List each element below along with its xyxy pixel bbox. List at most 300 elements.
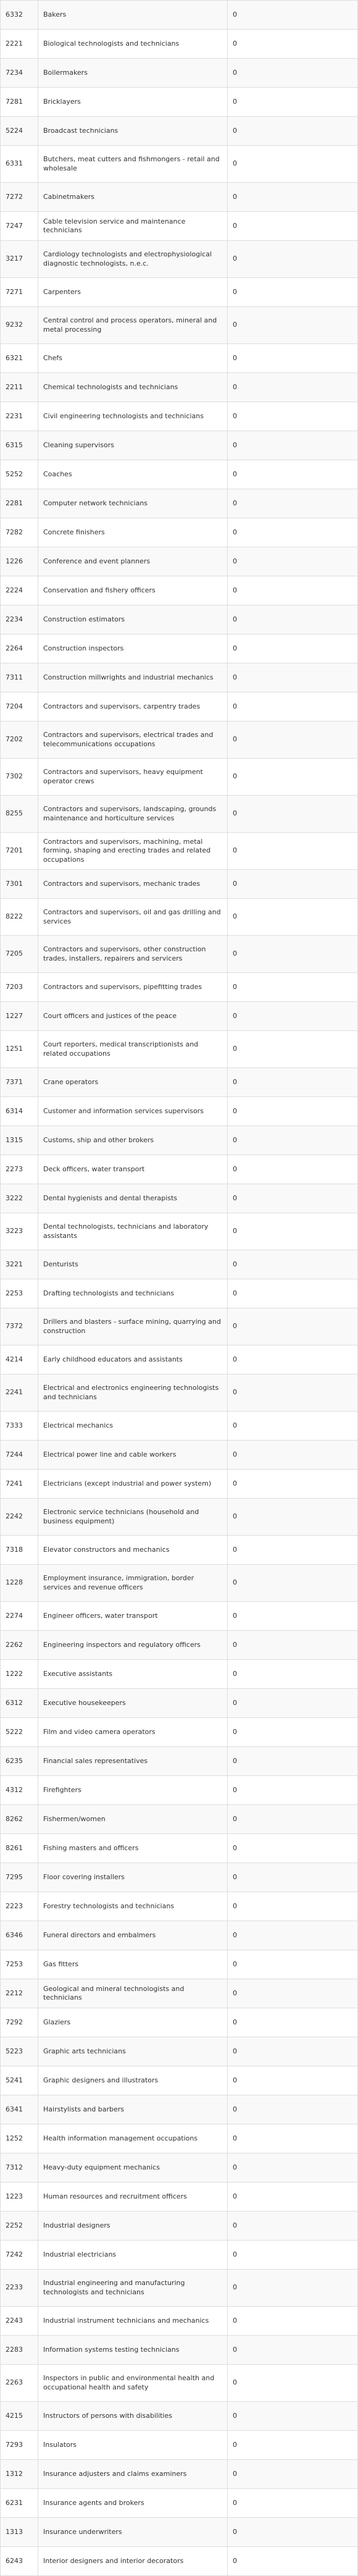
- value-cell: 0: [228, 1155, 358, 1184]
- value-cell: 0: [228, 146, 358, 183]
- table-row: [1, 2212, 358, 2241]
- noc-code-cell: 2274: [1, 1602, 38, 1631]
- table-row: [1, 1155, 358, 1184]
- table-row: [1, 2270, 358, 2307]
- value-cell: 0: [228, 1834, 358, 1863]
- table-row: [1, 1950, 358, 1979]
- occupation-title-cell: Customer and information services supervisors: [38, 1097, 228, 1126]
- value-cell: 0: [228, 1921, 358, 1950]
- value-cell: 0: [228, 183, 358, 212]
- occupation-title-cell: Cabinetmakers: [38, 183, 228, 212]
- noc-code-cell: 2242: [1, 1499, 38, 1536]
- noc-code-cell: 7253: [1, 1950, 38, 1979]
- table-row: [1, 1979, 358, 2008]
- value-cell: 0: [228, 2182, 358, 2212]
- value-cell: 0: [228, 1689, 358, 1718]
- value-cell: 0: [228, 402, 358, 431]
- occupation-title-cell: Biological technologists and technicians: [38, 30, 228, 59]
- table-row: [1, 146, 358, 183]
- occupation-title-cell: Geological and mineral technologists and technicians: [38, 1979, 228, 2008]
- occupation-title-cell: Engineer officers, water transport: [38, 1602, 228, 1631]
- value-cell: 0: [228, 1776, 358, 1805]
- noc-code-cell: 7234: [1, 59, 38, 88]
- noc-code-cell: 7301: [1, 870, 38, 899]
- noc-code-cell: 7281: [1, 88, 38, 117]
- noc-code-cell: 6231: [1, 2489, 38, 2518]
- occupation-title-cell: Film and video camera operators: [38, 1718, 228, 1747]
- value-cell: 0: [228, 759, 358, 796]
- occupation-title-cell: Electrical and electronics engineering technologists and technicians: [38, 1374, 228, 1412]
- table-row: [1, 59, 358, 88]
- noc-code-cell: 2281: [1, 489, 38, 518]
- noc-code-cell: 2273: [1, 1155, 38, 1184]
- value-cell: 0: [228, 1863, 358, 1892]
- value-cell: 0: [228, 1660, 358, 1689]
- table-row: [1, 2066, 358, 2095]
- table-row: [1, 1921, 358, 1950]
- occupation-title-cell: Electrical power line and cable workers: [38, 1441, 228, 1470]
- table-row: [1, 692, 358, 722]
- table-row: [1, 1374, 358, 1412]
- noc-code-cell: 7282: [1, 518, 38, 547]
- occupation-title-cell: Conference and event planners: [38, 547, 228, 576]
- occupation-title-cell: Contractors and supervisors, electrical trades and telecommunications occupations: [38, 722, 228, 759]
- table-row: [1, 1747, 358, 1776]
- table-row: [1, 1097, 358, 1126]
- value-cell: 0: [228, 344, 358, 373]
- value-cell: 0: [228, 1250, 358, 1279]
- table-row: [1, 899, 358, 936]
- value-cell: 0: [228, 278, 358, 307]
- occupation-title-cell: Broadcast technicians: [38, 117, 228, 146]
- value-cell: 0: [228, 1602, 358, 1631]
- noc-code-cell: 2221: [1, 30, 38, 59]
- occupation-title-cell: Contractors and supervisors, carpentry trades: [38, 692, 228, 722]
- noc-code-cell: 6321: [1, 344, 38, 373]
- table-row: [1, 1470, 358, 1499]
- table-row: [1, 2431, 358, 2460]
- occupation-title-cell: Human resources and recruitment officers: [38, 2182, 228, 2212]
- table-row: [1, 1602, 358, 1631]
- noc-code-cell: 2212: [1, 1979, 38, 2008]
- noc-code-cell: 1222: [1, 1660, 38, 1689]
- occupation-title-cell: Early childhood educators and assistants: [38, 1345, 228, 1374]
- occupation-title-cell: Bricklayers: [38, 88, 228, 117]
- table-row: [1, 759, 358, 796]
- occupation-title-cell: Contractors and supervisors, machining, metal forming, shaping and erecting trades and related occupations: [38, 833, 228, 870]
- value-cell: 0: [228, 1, 358, 30]
- occupation-title-cell: Construction millwrights and industrial mechanics: [38, 663, 228, 692]
- table-row: [1, 663, 358, 692]
- noc-code-cell: 3221: [1, 1250, 38, 1279]
- value-cell: 0: [228, 2037, 358, 2066]
- table-row: [1, 547, 358, 576]
- occupation-title-cell: Central control and process operators, mineral and metal processing: [38, 307, 228, 344]
- noc-code-cell: 5223: [1, 2037, 38, 2066]
- table-row: [1, 936, 358, 973]
- value-cell: 0: [228, 2460, 358, 2489]
- value-cell: 0: [228, 1308, 358, 1345]
- noc-code-cell: 7241: [1, 1470, 38, 1499]
- value-cell: 0: [228, 2489, 358, 2518]
- occupation-title-cell: Insurance agents and brokers: [38, 2489, 228, 2518]
- table-row: [1, 2241, 358, 2270]
- table-row: [1, 30, 358, 59]
- value-cell: 0: [228, 1536, 358, 1565]
- occupation-title-cell: Electrical mechanics: [38, 1412, 228, 1441]
- occupation-title-cell: Construction estimators: [38, 605, 228, 634]
- table-row: [1, 373, 358, 402]
- value-cell: 0: [228, 2336, 358, 2365]
- noc-code-cell: 7205: [1, 936, 38, 973]
- value-cell: 0: [228, 2008, 358, 2037]
- value-cell: 0: [228, 2270, 358, 2307]
- value-cell: 0: [228, 692, 358, 722]
- value-cell: 0: [228, 2095, 358, 2124]
- table-row: [1, 1184, 358, 1213]
- value-cell: 0: [228, 870, 358, 899]
- occupation-title-cell: Gas fitters: [38, 1950, 228, 1979]
- table-row: [1, 2307, 358, 2336]
- occupation-title-cell: Industrial designers: [38, 2212, 228, 2241]
- value-cell: 0: [228, 1499, 358, 1536]
- value-cell: 0: [228, 307, 358, 344]
- value-cell: 0: [228, 1068, 358, 1097]
- occupation-title-cell: Fishermen/women: [38, 1805, 228, 1834]
- table-row: [1, 212, 358, 241]
- occupation-title-cell: Bakers: [38, 1, 228, 30]
- value-cell: 0: [228, 2307, 358, 2336]
- value-cell: 0: [228, 2066, 358, 2095]
- value-cell: 0: [228, 576, 358, 605]
- value-cell: 0: [228, 88, 358, 117]
- value-cell: 0: [228, 547, 358, 576]
- noc-code-cell: 2262: [1, 1631, 38, 1660]
- occupation-title-cell: Glaziers: [38, 2008, 228, 2037]
- table-row: [1, 1412, 358, 1441]
- noc-code-cell: 7203: [1, 973, 38, 1002]
- value-cell: 0: [228, 2124, 358, 2153]
- value-cell: 0: [228, 431, 358, 460]
- occupation-title-cell: Electronic service technicians (household and business equipment): [38, 1499, 228, 1536]
- occupation-title-cell: Elevator constructors and mechanics: [38, 1536, 228, 1565]
- value-cell: 0: [228, 1213, 358, 1250]
- value-cell: 0: [228, 1950, 358, 1979]
- noc-code-cell: 7244: [1, 1441, 38, 1470]
- value-cell: 0: [228, 489, 358, 518]
- occupation-title-cell: Crane operators: [38, 1068, 228, 1097]
- table-row: [1, 576, 358, 605]
- value-cell: 0: [228, 1979, 358, 2008]
- value-cell: 0: [228, 241, 358, 278]
- table-row: [1, 605, 358, 634]
- noc-code-cell: 1223: [1, 2182, 38, 2212]
- occupation-title-cell: Court officers and justices of the peace: [38, 1002, 228, 1031]
- occupation-title-cell: Concrete finishers: [38, 518, 228, 547]
- value-cell: 0: [228, 2518, 358, 2547]
- table-row: [1, 1863, 358, 1892]
- table-row: [1, 1631, 358, 1660]
- value-cell: 0: [228, 2365, 358, 2402]
- occupation-title-cell: Engineering inspectors and regulatory officers: [38, 1631, 228, 1660]
- table-row: [1, 1031, 358, 1068]
- noc-code-cell: 7292: [1, 2008, 38, 2037]
- occupation-title-cell: Information systems testing technicians: [38, 2336, 228, 2365]
- occupation-title-cell: Chefs: [38, 344, 228, 373]
- value-cell: 0: [228, 1279, 358, 1308]
- value-cell: 0: [228, 460, 358, 489]
- occupation-title-cell: Contractors and supervisors, mechanic trades: [38, 870, 228, 899]
- occupation-title-cell: Graphic designers and illustrators: [38, 2066, 228, 2095]
- value-cell: 0: [228, 1718, 358, 1747]
- noc-code-cell: 8222: [1, 899, 38, 936]
- noc-code-cell: 5241: [1, 2066, 38, 2095]
- occupation-title-cell: Insulators: [38, 2431, 228, 2460]
- value-cell: 0: [228, 1097, 358, 1126]
- value-cell: 0: [228, 634, 358, 663]
- noc-code-cell: 2243: [1, 2307, 38, 2336]
- table-row: [1, 2402, 358, 2431]
- occupation-title-cell: Executive assistants: [38, 1660, 228, 1689]
- occupation-title-cell: Electricians (except industrial and power system): [38, 1470, 228, 1499]
- noc-code-cell: 6315: [1, 431, 38, 460]
- value-cell: 0: [228, 1892, 358, 1921]
- noc-code-cell: 2223: [1, 1892, 38, 1921]
- noc-code-cell: 7202: [1, 722, 38, 759]
- noc-code-cell: 4312: [1, 1776, 38, 1805]
- occupation-title-cell: Carpenters: [38, 278, 228, 307]
- occupation-title-cell: Fishing masters and officers: [38, 1834, 228, 1863]
- value-cell: 0: [228, 2547, 358, 2576]
- noc-code-cell: 3223: [1, 1213, 38, 1250]
- occupation-title-cell: Hairstylists and barbers: [38, 2095, 228, 2124]
- occupation-title-cell: Industrial engineering and manufacturing technologists and technicians: [38, 2270, 228, 2307]
- noc-code-cell: 8255: [1, 796, 38, 833]
- table-row: [1, 1536, 358, 1565]
- value-cell: 0: [228, 1031, 358, 1068]
- table-row: [1, 431, 358, 460]
- occupation-title-cell: Drillers and blasters - surface mining, quarrying and construction: [38, 1308, 228, 1345]
- table-row: [1, 460, 358, 489]
- noc-code-cell: 7293: [1, 2431, 38, 2460]
- occupation-title-cell: Contractors and supervisors, other construction trades, installers, repairers and servicers: [38, 936, 228, 973]
- occupation-title-cell: Health information management occupations: [38, 2124, 228, 2153]
- value-cell: 0: [228, 212, 358, 241]
- noc-code-cell: 6332: [1, 1, 38, 30]
- noc-code-cell: 6312: [1, 1689, 38, 1718]
- value-cell: 0: [228, 1441, 358, 1470]
- value-cell: 0: [228, 1470, 358, 1499]
- value-cell: 0: [228, 899, 358, 936]
- value-cell: 0: [228, 30, 358, 59]
- table-row: [1, 2124, 358, 2153]
- noc-code-cell: 7302: [1, 759, 38, 796]
- value-cell: 0: [228, 936, 358, 973]
- occupation-title-cell: Dental technologists, technicians and laboratory assistants: [38, 1213, 228, 1250]
- occupation-title-cell: Firefighters: [38, 1776, 228, 1805]
- noc-code-cell: 1313: [1, 2518, 38, 2547]
- table-row: [1, 1660, 358, 1689]
- occupation-title-cell: Chemical technologists and technicians: [38, 373, 228, 402]
- table-row: [1, 1892, 358, 1921]
- table-row: [1, 2365, 358, 2402]
- noc-code-cell: 7318: [1, 1536, 38, 1565]
- noc-code-cell: 7242: [1, 2241, 38, 2270]
- table-row: [1, 1308, 358, 1345]
- table-row: [1, 1213, 358, 1250]
- table-row: [1, 1, 358, 30]
- table-row: [1, 1345, 358, 1374]
- value-cell: 0: [228, 663, 358, 692]
- value-cell: 0: [228, 1805, 358, 1834]
- occupation-title-cell: Cardiology technologists and electrophysiological diagnostic technologists, n.e.c.: [38, 241, 228, 278]
- occupation-title-cell: Industrial electricians: [38, 2241, 228, 2270]
- value-cell: 0: [228, 973, 358, 1002]
- occupation-title-cell: Contractors and supervisors, heavy equipment operator crews: [38, 759, 228, 796]
- table-row: [1, 973, 358, 1002]
- occupation-title-cell: Heavy-duty equipment mechanics: [38, 2153, 228, 2182]
- table-row: [1, 870, 358, 899]
- noc-code-cell: 1227: [1, 1002, 38, 1031]
- noc-code-cell: 7371: [1, 1068, 38, 1097]
- occupation-title-cell: Boilermakers: [38, 59, 228, 88]
- value-cell: 0: [228, 1184, 358, 1213]
- occupation-title-cell: Inspectors in public and environmental health and occupational health and safety: [38, 2365, 228, 2402]
- noc-code-cell: 5224: [1, 117, 38, 146]
- noc-code-cell: 7204: [1, 692, 38, 722]
- occupation-title-cell: Contractors and supervisors, pipefitting trades: [38, 973, 228, 1002]
- table-row: [1, 2336, 358, 2365]
- noc-code-cell: 2224: [1, 576, 38, 605]
- table-row: [1, 88, 358, 117]
- value-cell: 0: [228, 1631, 358, 1660]
- noc-code-cell: 5222: [1, 1718, 38, 1747]
- occupation-title-cell: Interior designers and interior decorators: [38, 2547, 228, 2576]
- noc-code-cell: 4215: [1, 2402, 38, 2431]
- value-cell: 0: [228, 1565, 358, 1602]
- noc-code-cell: 2234: [1, 605, 38, 634]
- value-cell: 0: [228, 1002, 358, 1031]
- noc-code-cell: 7312: [1, 2153, 38, 2182]
- value-cell: 0: [228, 722, 358, 759]
- occupation-title-cell: Industrial instrument technicians and mechanics: [38, 2307, 228, 2336]
- occupation-title-cell: Dental hygienists and dental therapists: [38, 1184, 228, 1213]
- occupation-title-cell: Conservation and fishery officers: [38, 576, 228, 605]
- table-row: [1, 183, 358, 212]
- occupation-title-cell: Instructors of persons with disabilities: [38, 2402, 228, 2431]
- value-cell: 0: [228, 1412, 358, 1441]
- table-row: [1, 1250, 358, 1279]
- occupation-title-cell: Floor covering installers: [38, 1863, 228, 1892]
- noc-code-cell: 7271: [1, 278, 38, 307]
- value-cell: 0: [228, 605, 358, 634]
- table-row: [1, 1499, 358, 1536]
- table-row: [1, 2008, 358, 2037]
- noc-code-cell: 2231: [1, 402, 38, 431]
- occupation-title-cell: Forestry technologists and technicians: [38, 1892, 228, 1921]
- noc-code-cell: 1226: [1, 547, 38, 576]
- occupation-title-cell: Butchers, meat cutters and fishmongers - retail and wholesale: [38, 146, 228, 183]
- table-row: [1, 518, 358, 547]
- value-cell: 0: [228, 1374, 358, 1412]
- table-row: [1, 1068, 358, 1097]
- occupation-title-cell: Graphic arts technicians: [38, 2037, 228, 2066]
- noc-code-cell: 8261: [1, 1834, 38, 1863]
- table-row: [1, 2489, 358, 2518]
- value-cell: 0: [228, 1126, 358, 1155]
- value-cell: 0: [228, 2241, 358, 2270]
- noc-code-cell: 1251: [1, 1031, 38, 1068]
- table-row: [1, 2460, 358, 2489]
- table-row: [1, 1565, 358, 1602]
- noc-code-cell: 2253: [1, 1279, 38, 1308]
- table-row: [1, 2153, 358, 2182]
- table-row: [1, 1805, 358, 1834]
- table-row: [1, 402, 358, 431]
- occupation-title-cell: Cleaning supervisors: [38, 431, 228, 460]
- noc-code-cell: 2264: [1, 634, 38, 663]
- value-cell: 0: [228, 2431, 358, 2460]
- table-row: [1, 722, 358, 759]
- table-row: [1, 2182, 358, 2212]
- occupation-title-cell: Construction inspectors: [38, 634, 228, 663]
- occupation-title-cell: Civil engineering technologists and technicians: [38, 402, 228, 431]
- table-row: [1, 2037, 358, 2066]
- table-row: [1, 1002, 358, 1031]
- occupation-title-cell: Court reporters, medical transcriptionists and related occupations: [38, 1031, 228, 1068]
- table-row: [1, 1689, 358, 1718]
- occupation-title-cell: Insurance adjusters and claims examiners: [38, 2460, 228, 2489]
- value-cell: 0: [228, 2153, 358, 2182]
- noc-code-cell: 7333: [1, 1412, 38, 1441]
- occupation-title-cell: Deck officers, water transport: [38, 1155, 228, 1184]
- occupation-title-cell: Coaches: [38, 460, 228, 489]
- occupation-title-cell: Denturists: [38, 1250, 228, 1279]
- value-cell: 0: [228, 1747, 358, 1776]
- table-row: [1, 2095, 358, 2124]
- value-cell: 0: [228, 2402, 358, 2431]
- noc-code-cell: 4214: [1, 1345, 38, 1374]
- occupation-title-cell: Customs, ship and other brokers: [38, 1126, 228, 1155]
- table-row: [1, 1126, 358, 1155]
- noc-code-cell: 2211: [1, 373, 38, 402]
- table-row: [1, 2547, 358, 2576]
- value-cell: 0: [228, 796, 358, 833]
- noc-code-cell: 7272: [1, 183, 38, 212]
- noc-code-cell: 7247: [1, 212, 38, 241]
- table-row: [1, 1776, 358, 1805]
- value-cell: 0: [228, 1345, 358, 1374]
- noc-code-cell: 6235: [1, 1747, 38, 1776]
- noc-code-cell: 6314: [1, 1097, 38, 1126]
- noc-code-cell: 1315: [1, 1126, 38, 1155]
- noc-code-cell: 6341: [1, 2095, 38, 2124]
- occupation-title-cell: Drafting technologists and technicians: [38, 1279, 228, 1308]
- occupation-title-cell: Financial sales representatives: [38, 1747, 228, 1776]
- table-row: [1, 796, 358, 833]
- value-cell: 0: [228, 2212, 358, 2241]
- occupation-title-cell: Computer network technicians: [38, 489, 228, 518]
- table-row: [1, 1718, 358, 1747]
- noc-code-cell: 7372: [1, 1308, 38, 1345]
- noc-code-cell: 1312: [1, 2460, 38, 2489]
- noc-code-cell: 7295: [1, 1863, 38, 1892]
- noc-code-cell: 2241: [1, 1374, 38, 1412]
- noc-code-cell: 5252: [1, 460, 38, 489]
- occupation-title-cell: Contractors and supervisors, oil and gas drilling and services: [38, 899, 228, 936]
- value-cell: 0: [228, 117, 358, 146]
- table-row: [1, 2518, 358, 2547]
